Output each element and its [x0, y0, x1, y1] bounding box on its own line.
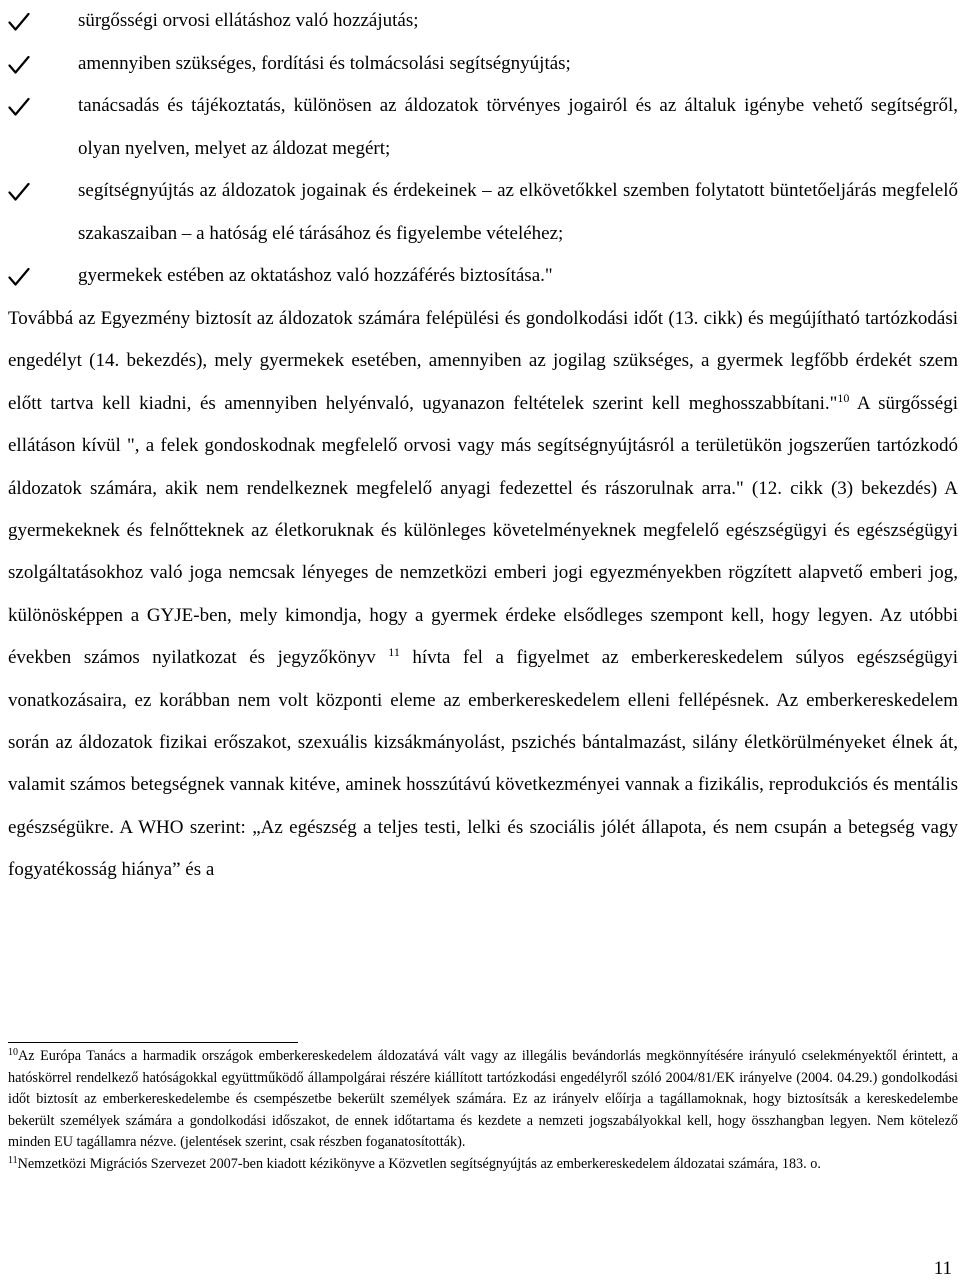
checkmark-icon [8, 182, 30, 202]
footnote-number: 11 [8, 1154, 18, 1166]
checkmark-icon [8, 55, 30, 75]
footnote-ref-10[interactable]: 10 [837, 390, 850, 405]
page-number: 11 [933, 1258, 952, 1279]
footnote-separator [8, 1042, 298, 1043]
body-text-part: Továbbá az Egyezmény biztosít az áldozatok számára felépülési és gondolkodási időt (13. cikk) és megújítható tartózkodási engedélyt (14. bekezdés), mely gyermekek esetében, amennyiben az jogilag szükséges, a gyermek legfőbb érdekét szem előtt tartva kell kiadni, és amennyiben helyénvaló, ugyanazon feltételek szerint kell meghosszabbítani." [8, 308, 958, 414]
body-paragraph [8, 298, 958, 892]
footnote-11 [8, 1154, 958, 1176]
bullet-list [8, 0, 958, 298]
footnote-ref-11[interactable]: 11 [388, 645, 400, 660]
bullet-item [8, 170, 958, 255]
bullet-item [8, 255, 958, 298]
bullet-text: sürgősségi orvosi ellátáshoz való hozzájutás; [78, 10, 419, 31]
bullet-text: segítségnyújtás az áldozatok jogainak és érdekeinek ‒ az elkövetőkkel szemben folytatott büntetőeljárás megfelelő szakaszaiban ‒ a hatóság elé tárásához és figyelembe vételéhez; [78, 180, 958, 244]
bullet-item [8, 43, 958, 86]
footnote-text: Nemzetközi Migrációs Szervezet 2007-ben kiadott kézikönyve a Közvetlen segítségnyújtás az emberkereskedelem áldozatai számára, 183. o. [17, 1155, 821, 1172]
footnote-10 [8, 1046, 958, 1154]
footnote-text: Az Európa Tanács a harmadik országok emberkereskedelem áldozatává vált vagy az illegális bevándorlás megkönnyítésére irányuló cselekményektől érintett, a hatóskörrel rendelkező hatóságokkal együttműködő állampolgárai részére kiállított tartózkodási engedélyről szóló 2004/81/EK irányelve (2004. 04.29.) gondolkodási időt biztosít az emberkereskedelembe és csempészetbe bekerült személyek számára. Ez az irányelv előírja a tagállamoknak, hogy biztosítsák a kereskedelembe bekerült személyek számára a gondolkodási időszakot, de ennek időtartama és kezdete a nemzeti jogszabályokkal kell, hogy összhangban legyen. Nem kötelező minden EU tagállamra nézve. (jelentések szerint, csak részben foganatosították). [8, 1048, 958, 1151]
checkmark-icon [8, 12, 30, 32]
bullet-text: gyermekek estében az oktatáshoz való hozzáférés biztosítása." [78, 265, 553, 286]
bullet-item [8, 85, 958, 170]
checkmark-icon [8, 267, 30, 287]
body-text-part: A sürgősségi ellátáson kívül ", a felek gondoskodnak megfelelő orvosi vagy más segítségnyújtásról a területükön jogszerűen tartózkodó áldozatok számára, akik nem rendelkeznek megfelelő anyagi fedezettel és rászorulnak arra." (12. cikk (3) bekezdés) A gyermekeknek és felnőtteknek az életkoruknak és különleges követelményeknek megfelelő egészségügyi és egészségügyi szolgáltatásokhoz való joga nemcsak lényeges de nemzetközi emberi jogi egyezményekben rögzített alapvető emberi jog, különösképpen a GYJE-ben, mely kimondja, hogy a gyermek érdeke elsődleges szempont kell, hogy legyen. Az utóbbi években számos nyilatkozat és jegyzőkönyv [8, 392, 958, 669]
bullet-item [8, 0, 958, 43]
bullet-text: tanácsadás és tájékoztatás, különösen az áldozatok törvényes jogairól és az általuk igénybe vehető segítségről, olyan nyelven, melyet az áldozat megért; [78, 95, 958, 159]
footnote-number: 10 [8, 1047, 18, 1058]
bullet-text: amennyiben szükséges, fordítási és tolmácsolási segítségnyújtás; [78, 52, 571, 74]
body-text-part: hívta fel a figyelmet az emberkereskedelem súlyos egészségügyi vonatkozásaira, ez korábban nem volt központi eleme az emberkereskedelem elleni fellépésnek. Az emberkereskedelem során az áldozatok fizikai erőszakot, szexuális kizsákmányolást, pszichés bántalmazást, silány életkörülményeket élnek át, valamit számos betegségnek vannak kitéve, aminek hosszútávú következményei vannak a fizikális, reprodukciós és mentális egészségükre. A WHO szerint: „Az egészség a teljes testi, lelki és szociális jólét állapota, és nem csupán a betegség vagy fogyatékosság hiánya” és a [8, 647, 959, 881]
footnotes-section [8, 1046, 958, 1176]
checkmark-icon [8, 97, 30, 117]
